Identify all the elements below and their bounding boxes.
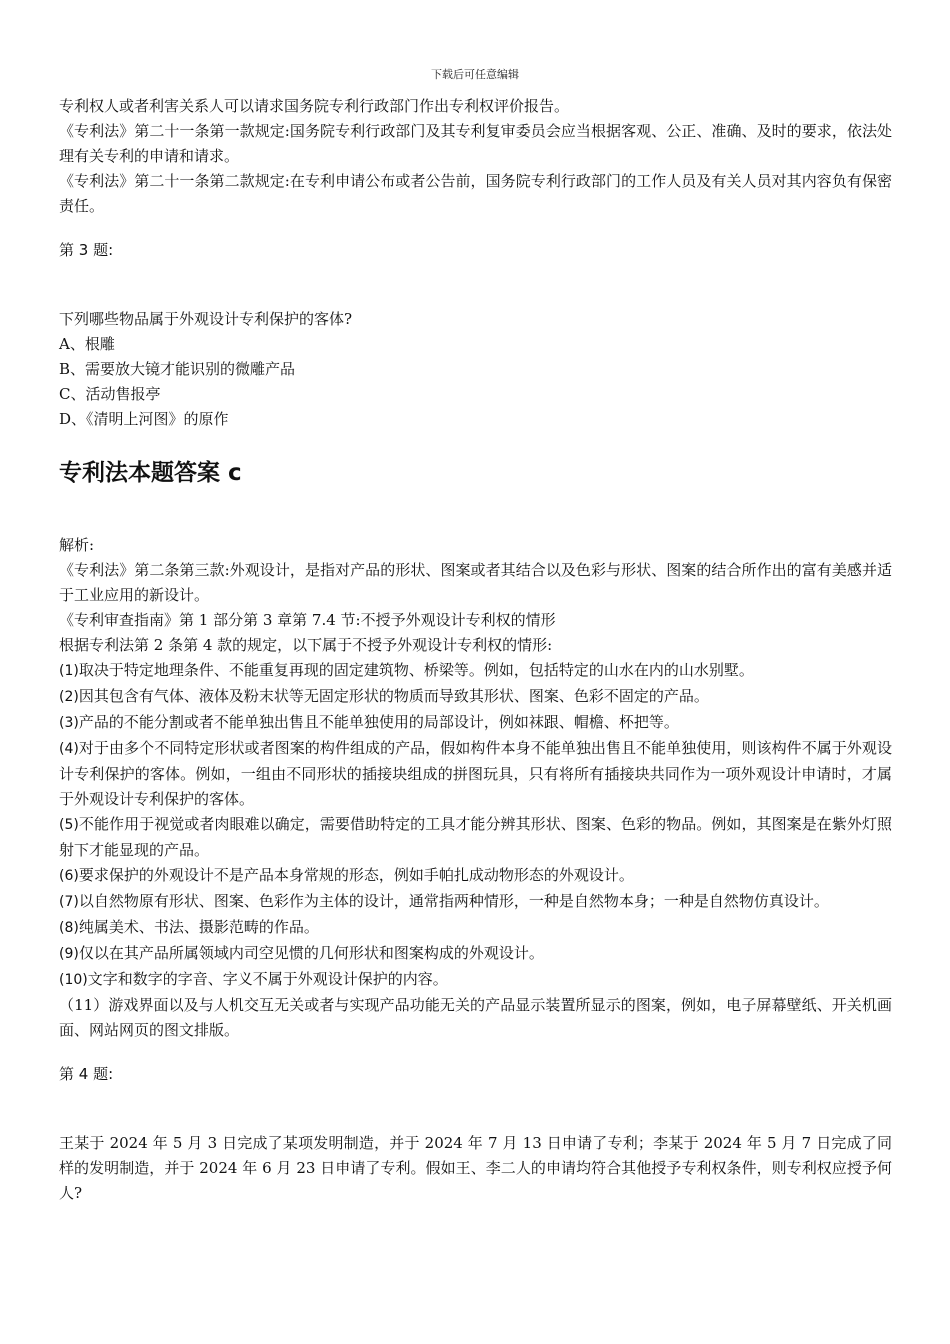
item-number: (1) [59, 663, 79, 679]
analysis-paragraph-3: 根据专利法第 2 条第 4 款的规定，以下属于不授予外观设计专利权的情形: [59, 636, 553, 654]
intro-paragraph-2: 《专利法》第二十一条第一款规定:国务院专利行政部门及其专利复审委员会应当根据客观、公正、准确、及时的要求，依法处理有关专利的申请和请求。 [59, 122, 892, 165]
analysis-paragraph-2: 《专利审查指南》第 1 部分第 3 章第 7.4 节:不授予外观设计专利权的情形 [59, 611, 556, 629]
analysis-item-5 [59, 812, 892, 863]
question-3-option-b: B、需要放大镜才能识别的微雕产品 [59, 360, 296, 378]
item-text: 游戏界面以及与人机交互无关或者与实现产品功能无关的产品显示装置所显示的图案，例如，电子屏幕壁纸、开关机画面、网站网页的图文排版。 [59, 996, 892, 1039]
question-3-option-d: D、《清明上河图》的原作 [59, 410, 229, 428]
analysis-item-1 [59, 658, 892, 684]
question-4-title: 第 4 题: [59, 1065, 114, 1083]
analysis-item-4 [59, 736, 892, 812]
item-text: 仅以在其产品所属领域内司空见惯的几何形状和图案构成的外观设计。 [78, 944, 544, 962]
answer-heading: 专利法本题答案 c [59, 460, 242, 486]
analysis-item-7 [59, 889, 892, 915]
question-3-title: 第 3 题: [59, 241, 114, 259]
question-3-option-c: C、活动售报亭 [59, 385, 161, 403]
item-text: 产品的不能分割或者不能单独出售且不能单独使用的局部设计，例如袜跟、帽檐、杯把等。 [78, 713, 679, 731]
item-number: (2) [59, 689, 79, 705]
document-body [59, 94, 892, 1206]
analysis-paragraph-1: 《专利法》第二条第三款:外观设计，是指对产品的形状、图案或者其结合以及色彩与形状、图案的结合所作出的富有美感并适于工业应用的新设计。 [59, 561, 892, 604]
item-number: (5) [59, 817, 79, 833]
question-3-option-a: A、根雕 [59, 335, 115, 353]
item-text: 文字和数字的字音、字义不属于外观设计保护的内容。 [87, 970, 448, 988]
item-text: 对于由多个不同特定形状或者图案的构件组成的产品，假如构件本身不能单独出售且不能单独使用，则该构件不属于外观设计专利保护的客体。例如，一组由不同形状的插接块组成的拼图玩具，只有将所有插接块共同作为一项外观设计申请时，才属于外观设计专利保护的客体。 [59, 739, 892, 808]
item-text: 要求保护的外观设计不是产品本身常规的形态，例如手帕扎成动物形态的外观设计。 [78, 866, 634, 884]
item-number: (8) [59, 920, 79, 936]
analysis-item-6 [59, 863, 892, 889]
item-number: (4) [59, 741, 79, 757]
analysis-item-9 [59, 941, 892, 967]
item-number: (10) [59, 972, 88, 988]
analysis-item-2 [59, 684, 892, 710]
item-number: （11） [59, 996, 109, 1014]
intro-paragraph-1: 专利权人或者利害关系人可以请求国务院专利行政部门作出专利权评价报告。 [59, 97, 570, 115]
item-text: 取决于特定地理条件、不能重复再现的固定建筑物、桥梁等。例如，包括特定的山水在内的山水别墅。 [78, 661, 754, 679]
analysis-item-11 [59, 993, 892, 1043]
question-4-text: 王某于 2024 年 5 月 3 日完成了某项发明制造，并于 2024 年 7 月 13 日申请了专利；李某于 2024 年 5 月 7 日完成了同样的发明制造，并于 2024 年 6 月 23 日申请了专利。假如王、李二人的申请均符合其他授予专利权条件，则专利权应授予何人? [59, 1134, 892, 1202]
intro-paragraph-3: 《专利法》第二十一条第二款规定:在专利申请公布或者公告前，国务院专利行政部门的工作人员及有关人员对其内容负有保密责任。 [59, 172, 892, 215]
analysis-item-10 [59, 967, 892, 993]
item-number: (6) [59, 868, 79, 884]
page-header: 下载后可任意编辑 [431, 68, 519, 81]
item-text: 纯属美术、书法、摄影范畴的作品。 [78, 918, 319, 936]
analysis-label: 解析: [59, 536, 95, 554]
item-text: 以自然物原有形状、图案、色彩作为主体的设计，通常指两种情形，一种是自然物本身；一种是自然物仿真设计。 [78, 892, 829, 910]
item-text: 不能作用于视觉或者肉眼难以确定，需要借助特定的工具才能分辨其形状、图案、色彩的物品。例如，其图案是在紫外灯照射下才能显现的产品。 [59, 815, 892, 859]
item-number: (7) [59, 894, 79, 910]
item-number: (3) [59, 715, 79, 731]
analysis-item-3 [59, 710, 892, 736]
analysis-item-8 [59, 915, 892, 941]
question-3-text: 下列哪些物品属于外观设计专利保护的客体? [59, 310, 353, 328]
item-number: (9) [59, 946, 79, 962]
item-text: 因其包含有气体、液体及粉末状等无固定形状的物质而导致其形状、图案、色彩不固定的产品。 [78, 687, 709, 705]
